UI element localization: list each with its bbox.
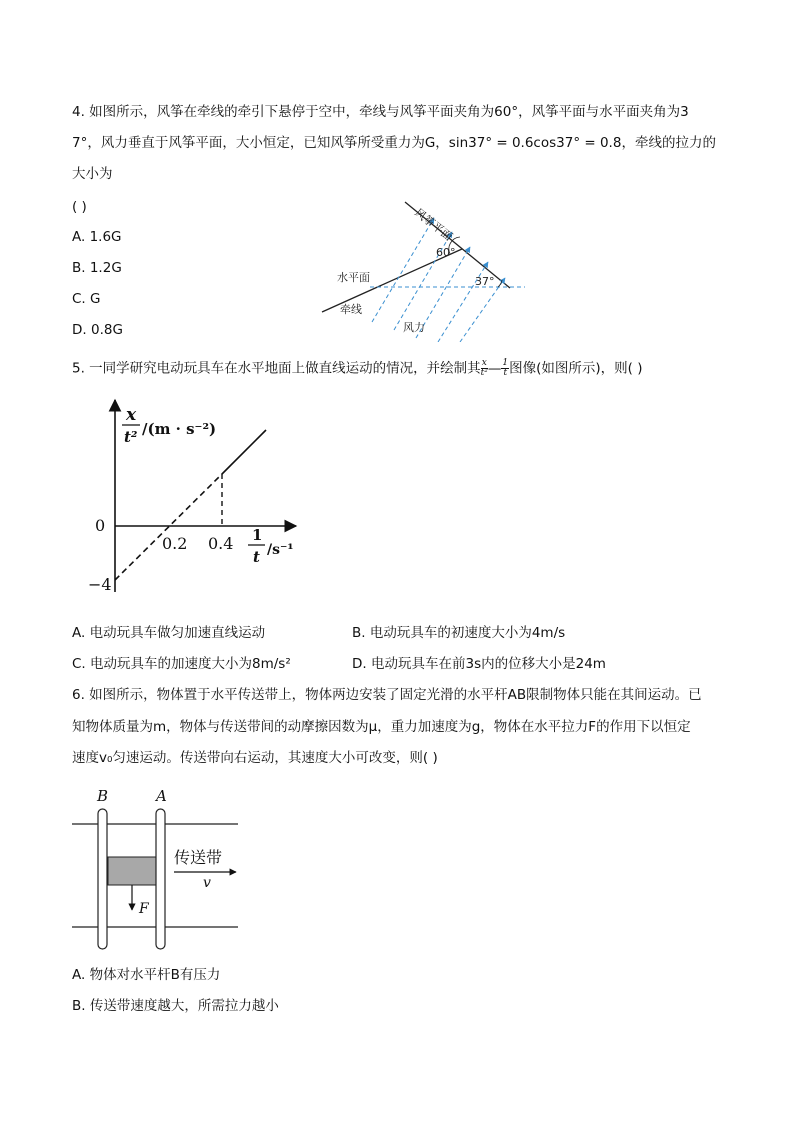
q5-stem-frac1: $\frac{x}{\text{t²}}$	[480, 358, 488, 378]
q5-stem-before: 5. 一同学研究电动玩具车在水平地面上做直线运动的情况，并绘制其	[72, 360, 481, 377]
q5-graph	[88, 392, 308, 604]
q6-conveyor-figure	[70, 782, 242, 952]
q4-stem-line3: 大小为	[72, 166, 113, 182]
q4-answer-bracket: ( )	[72, 199, 87, 215]
q6-option-b[interactable]: B. 传送带速度越大，所需拉力越小	[72, 998, 279, 1014]
graph-dashed-segment	[115, 474, 222, 580]
belt-label: 传送带	[174, 848, 223, 867]
origin-label: 0	[95, 516, 106, 535]
x-label-unit: /s⁻¹	[267, 542, 294, 558]
q5-stem-after: 图像(如图所示)，则( )	[509, 360, 643, 377]
block	[108, 857, 156, 885]
q4-stem-line2: 7°，风力垂直于风筝平面，大小恒定，已知风筝所受重力为G，sin37° = 0.6cos37° = 0.8，牵线的拉力的	[72, 135, 716, 151]
x-tick-0.4: 0.4	[208, 534, 234, 553]
q5-stem-dash: —	[487, 360, 502, 377]
y-label-den: t²	[124, 428, 138, 446]
string-label: 牵线	[340, 303, 362, 316]
rod-a	[156, 809, 165, 949]
q5-option-a[interactable]: A. 电动玩具车做匀加速直线运动	[72, 625, 266, 641]
y-label-unit: /(m · s⁻²)	[142, 420, 217, 438]
q4-option-c[interactable]: C. G	[72, 291, 101, 307]
angle-60-label: 60°	[436, 246, 456, 259]
q4-option-a[interactable]: A. 1.6G	[72, 229, 122, 245]
q6-stem-line1: 6. 如图所示，物体置于水平传送带上，物体两边安装了固定光滑的水平杆AB限制物体只能在其间运动。已	[72, 687, 702, 703]
y-label-num: x	[126, 405, 137, 425]
rod-a-label: A	[156, 787, 167, 805]
wind-force-label: 风力	[403, 321, 425, 334]
q5-option-d[interactable]: D. 电动玩具车在前3s内的位移大小是24m	[352, 656, 606, 672]
kite-plane-label: 风筝平面	[412, 206, 455, 244]
wind-arrow	[372, 218, 434, 322]
q5-option-b[interactable]: B. 电动玩具车的初速度大小为4m/s	[352, 625, 566, 641]
q4-option-b[interactable]: B. 1.2G	[72, 260, 122, 276]
horizontal-plane-label: 水平面	[337, 271, 370, 284]
q6-stem-line3: 速度v₀匀速运动。传送带向右运动，其速度大小可改变，则( )	[72, 750, 438, 766]
force-label: F	[139, 901, 149, 917]
q4-option-d[interactable]: D. 0.8G	[72, 322, 123, 338]
q6-option-a[interactable]: A. 物体对水平杆B有压力	[72, 967, 221, 983]
wind-arrow	[438, 262, 488, 342]
graph-solid-segment	[222, 430, 266, 474]
q4-stem-line1: 4. 如图所示，风筝在牵线的牵引下悬停于空中，牵线与风筝平面夹角为60°，风筝平面与水平面夹角为3	[72, 104, 689, 120]
q6-stem-line2: 知物体质量为m，物体与传送带间的动摩擦因数为μ，重力加速度为g，物体在水平拉力F的作用下以恒定	[72, 719, 691, 735]
q5-stem	[72, 359, 643, 378]
belt-velocity-label: v	[203, 875, 211, 891]
q5-option-c[interactable]: C. 电动玩具车的加速度大小为8m/s²	[72, 656, 291, 672]
rod-b-label: B	[97, 787, 109, 805]
rod-b	[98, 809, 107, 949]
x-tick-0.2: 0.2	[162, 534, 188, 553]
kite-figure	[310, 192, 540, 342]
x-label-num: 1	[252, 526, 263, 544]
q5-stem-frac2: $\frac{1}{t}$	[502, 358, 509, 378]
angle-37-label: 37°	[475, 275, 495, 288]
x-label-den: t	[253, 548, 260, 566]
y-intercept-label: −4	[88, 575, 112, 594]
